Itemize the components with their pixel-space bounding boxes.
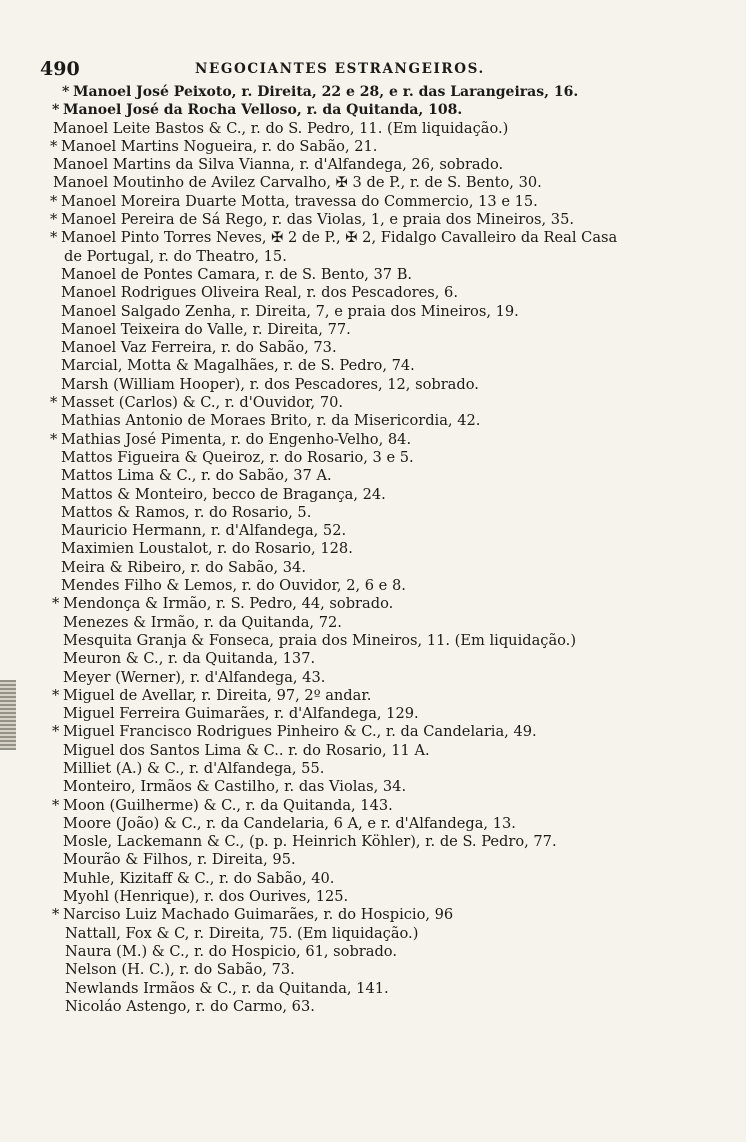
list-item [42, 174, 732, 192]
list-item [42, 101, 732, 119]
list-item [42, 998, 732, 1016]
list-item [42, 888, 732, 906]
entry-star-marker: * [52, 906, 60, 924]
entry-text: Mattos & Ramos, r. do Rosario, 5. [61, 503, 312, 521]
entry-text: Miguel Francisco Rodrigues Pinheiro & C., r. da Candelaria, 49. [63, 723, 537, 741]
entry-text: Miguel Ferreira Guimarães, r. d'Alfandega, 129. [63, 705, 419, 723]
entry-star-marker: * [52, 796, 60, 814]
entry-text: Moore (João) & C., r. da Candelaria, 6 A, e r. d'Alfandega, 13. [63, 814, 516, 832]
entry-star-marker: * [50, 229, 58, 247]
list-item [42, 321, 732, 339]
entry-text: Mauricio Hermann, r. d'Alfandega, 52. [61, 522, 347, 540]
page-number: 490 [40, 58, 80, 80]
list-item [42, 705, 732, 723]
entry-text: Mattos & Monteiro, becco de Bragança, 24. [61, 485, 386, 503]
entry-text: Mathias José Pimenta, r. do Engenho-Velho, 84. [61, 430, 412, 448]
list-item [42, 980, 732, 998]
entry-text: Monteiro, Irmãos & Castilho, r. das Violas, 34. [63, 778, 407, 796]
entry-star-marker: * [52, 595, 60, 613]
entry-text: Mesquita Granja & Fonseca, praia dos Mineiros, 11. (Em liquidação.) [63, 631, 577, 649]
list-item [42, 760, 732, 778]
entry-text: de Portugal, r. do Theatro, 15. [64, 247, 287, 265]
list-item [42, 669, 732, 687]
list-item [42, 595, 732, 613]
list-item [42, 540, 732, 558]
list-item [42, 522, 732, 540]
entry-text: Manoel de Pontes Camara, r. de S. Bento, 37 B. [61, 265, 413, 283]
entry-text: Mourão & Filhos, r. Direita, 95. [63, 851, 296, 869]
list-item [42, 687, 732, 705]
page-header [40, 58, 680, 80]
entry-text: Manoel Leite Bastos & C., r. do S. Pedro, 11. (Em liquidação.) [53, 119, 509, 137]
entry-star-marker: * [52, 686, 60, 704]
entry-text: Nelson (H. C.), r. do Sabão, 73. [65, 961, 295, 979]
entry-text: Narciso Luiz Machado Guimarães, r. do Hospicio, 96 [63, 906, 454, 924]
list-item [42, 559, 732, 577]
entry-text: Manoel José da Rocha Velloso, r. da Quitanda, 108. [63, 102, 463, 119]
list-item [42, 120, 732, 138]
list-item [42, 83, 732, 101]
list-item [42, 486, 732, 504]
entry-star-marker: * [50, 394, 58, 412]
list-item [42, 632, 732, 650]
entry-text: Meira & Ribeiro, r. do Sabão, 34. [61, 558, 306, 576]
list-item [42, 357, 732, 375]
list-item [42, 815, 732, 833]
list-item [42, 156, 732, 174]
list-item [42, 504, 732, 522]
list-item [42, 339, 732, 357]
list-item [42, 906, 732, 924]
list-item [42, 376, 732, 394]
entry-text: Manoel Pereira de Sá Rego, r. das Violas, 1, e praia dos Mineiros, 35. [61, 211, 575, 229]
entry-text: Masset (Carlos) & C., r. d'Ouvidor, 70. [61, 394, 344, 412]
list-item [42, 467, 732, 485]
list-item [42, 833, 732, 851]
entry-text: Mattos Figueira & Queiroz, r. do Rosario, 3 e 5. [61, 448, 414, 466]
entry-text: Naura (M.) & C., r. do Hospicio, 61, sobrado. [65, 942, 397, 960]
list-item [42, 138, 732, 156]
entry-star-marker: * [50, 211, 58, 229]
list-item [42, 577, 732, 595]
entry-text: Manoel Salgado Zenha, r. Direita, 7, e praia dos Mineiros, 19. [61, 302, 519, 320]
list-item [42, 961, 732, 979]
list-item [42, 303, 732, 321]
running-title: NEGOCIANTES ESTRANGEIROS. [195, 61, 485, 77]
entry-text: Mendonça & Irmão, r. S. Pedro, 44, sobrado. [63, 595, 394, 613]
list-item [42, 742, 732, 760]
entry-text: Manoel Martins Nogueira, r. do Sabão, 21. [61, 137, 378, 155]
entry-text: Meuron & C., r. da Quitanda, 137. [63, 650, 316, 668]
entry-text: Meyer (Werner), r. d'Alfandega, 43. [63, 668, 326, 686]
entry-text: Miguel de Avellar, r. Direita, 97, 2º andar. [63, 686, 372, 704]
entry-text: Menezes & Irmão, r. da Quitanda, 72. [63, 613, 342, 631]
entry-star-marker: * [62, 84, 70, 100]
entry-text: Maximien Loustalot, r. do Rosario, 128. [61, 540, 353, 558]
entry-text: Marsh (William Hooper), r. dos Pescadores, 12, sobrado. [61, 375, 479, 393]
entry-text: Manoel Teixeira do Valle, r. Direita, 77. [61, 320, 351, 338]
entry-star-marker: * [52, 723, 60, 741]
list-item [42, 650, 732, 668]
entry-star-marker: * [52, 102, 60, 119]
list-item [42, 394, 732, 412]
entry-text: Manoel José Peixoto, r. Direita, 22 e 28, e r. das Larangeiras, 16. [73, 84, 579, 100]
entry-star-marker: * [50, 192, 58, 210]
entry-text: Miguel dos Santos Lima & C.. r. do Rosario, 11 A. [63, 741, 430, 759]
entry-text: Manoel Vaz Ferreira, r. do Sabão, 73. [61, 339, 337, 357]
entry-star-marker: * [50, 137, 58, 155]
entry-text: Muhle, Kizitaff & C., r. do Sabão, 40. [63, 869, 335, 887]
entry-text: Manoel Moreira Duarte Motta, travessa do Commercio, 13 e 15. [61, 192, 538, 210]
list-item [42, 229, 732, 247]
list-item [42, 193, 732, 211]
entry-text: Myohl (Henrique), r. dos Ourives, 125. [63, 888, 349, 906]
list-item [42, 851, 732, 869]
entry-star-marker: * [50, 430, 58, 448]
list-item [42, 778, 732, 796]
list-item [42, 211, 732, 229]
entry-text: Manoel Rodrigues Oliveira Real, r. dos Pescadores, 6. [61, 284, 458, 302]
entry-text: Mattos Lima & C., r. do Sabão, 37 A. [61, 467, 332, 485]
merchant-list [42, 83, 732, 1016]
list-item [42, 925, 732, 943]
binding-smudge [0, 680, 16, 750]
entry-text: Mathias Antonio de Moraes Brito, r. da Misericordia, 42. [61, 412, 481, 430]
entry-text: Milliet (A.) & C., r. d'Alfandega, 55. [63, 759, 325, 777]
entry-text: Nicoláo Astengo, r. do Carmo, 63. [65, 997, 315, 1015]
list-item [42, 266, 732, 284]
list-item [42, 870, 732, 888]
list-item [42, 431, 732, 449]
entry-text: Manoel Moutinho de Avilez Carvalho, ✠ 3 de P., r. de S. Bento, 30. [53, 174, 542, 192]
entry-text: Manoel Pinto Torres Neves, ✠ 2 de P., ✠ 2, Fidalgo Cavalleiro da Real Casa [61, 229, 618, 247]
entry-text: Mosle, Lackemann & C., (p. p. Heinrich Köhler), r. de S. Pedro, 77. [63, 833, 557, 851]
list-item [42, 449, 732, 467]
list-item [42, 797, 732, 815]
list-item [42, 412, 732, 430]
entry-text: Manoel Martins da Silva Vianna, r. d'Alfandega, 26, sobrado. [53, 156, 504, 174]
list-item-continuation [42, 248, 732, 266]
list-item [42, 723, 732, 741]
list-item [42, 614, 732, 632]
entry-text: Marcial, Motta & Magalhães, r. de S. Pedro, 74. [61, 357, 415, 375]
list-item [42, 943, 732, 961]
entry-text: Moon (Guilherme) & C., r. da Quitanda, 143. [63, 796, 393, 814]
list-item [42, 284, 732, 302]
entry-text: Newlands Irmãos & C., r. da Quitanda, 141. [65, 979, 389, 997]
entry-text: Nattall, Fox & C, r. Direita, 75. (Em liquidação.) [65, 924, 419, 942]
entry-text: Mendes Filho & Lemos, r. do Ouvidor, 2, 6 e 8. [61, 577, 406, 595]
